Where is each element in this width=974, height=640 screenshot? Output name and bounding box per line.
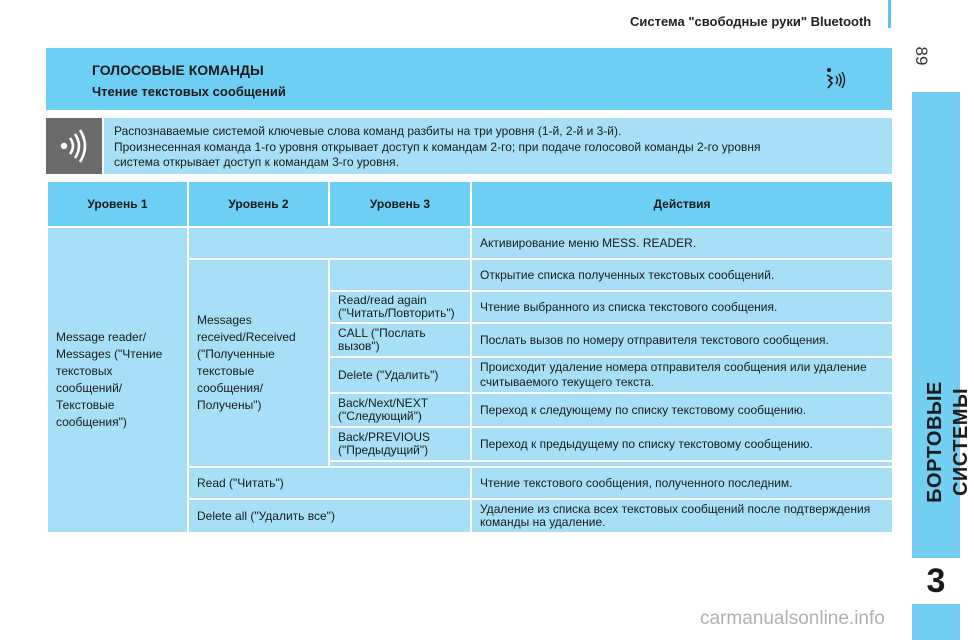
table-row [47, 227, 893, 259]
level3-cell: Back/Next/NEXT ("Следующий") [329, 393, 471, 427]
sound-waves-icon [46, 118, 102, 174]
intro-line: система открывает доступ к командам 3-го уровня. [114, 155, 399, 169]
action-cell: Открытие списка полученных текстовых сообщений. [471, 259, 893, 291]
action-cell: Чтение текстового сообщения, полученного последним. [471, 467, 893, 499]
level3-cell: Delete ("Удалить") [329, 357, 471, 393]
side-tab-label: БОРТОВЫЕ СИСТЕМЫ [924, 381, 972, 503]
action-cell: Переход к предыдущему по списку текстовому сообщению. [471, 427, 893, 461]
level3-cell [329, 259, 471, 291]
intro-text [104, 118, 892, 174]
table-header-row [47, 181, 893, 227]
level3-cell: CALL ("Послать вызов") [329, 323, 471, 357]
watermark: carmanualsonline.info [700, 608, 885, 629]
level2-cell: Delete all ("Удалить все") [188, 499, 471, 533]
action-cell: Чтение выбранного из списка текстового сообщения. [471, 291, 893, 323]
level1-cell: Message reader/ Messages ("Чтение текстовых сообщений/ Текстовые сообщения") [47, 227, 188, 533]
section-header [46, 48, 892, 110]
section-title: ГОЛОСОВЫЕ КОМАНДЫ [92, 62, 264, 78]
action-cell: Послать вызов по номеру отправителя текстового сообщения. [471, 323, 893, 357]
page-number: 89 [912, 46, 931, 66]
column-header: Уровень 2 [188, 181, 329, 227]
chapter-number: 3 [912, 558, 960, 604]
action-cell: Активирование меню MESS. READER. [471, 227, 893, 259]
running-title: Система "свободные руки" Bluetooth [630, 14, 872, 29]
level2-cell: Read ("Читать") [188, 467, 471, 499]
level2-cell: Messages received/Received ("Полученные текстовые сообщения/ Получены") [188, 259, 329, 467]
column-header: Действия [471, 181, 893, 227]
section-subtitle: Чтение текстовых сообщений [92, 84, 286, 99]
intro-line: Распознаваемые системой ключевые слова команд разбиты на три уровня (1-й, 2-й и 3-й). [114, 124, 622, 138]
empty-cell [188, 227, 471, 259]
header-divider [888, 0, 891, 28]
intro-icon-box [46, 118, 102, 174]
level3-cell: Back/PREVIOUS ("Предыдущий") [329, 427, 471, 461]
action-cell: Происходит удаление номера отправителя сообщения или удаление считываемого текущего текста. [471, 357, 893, 393]
column-header: Уровень 1 [47, 181, 188, 227]
voice-commands-table [46, 180, 894, 534]
intro-line: Произнесенная команда 1-го уровня открывает доступ к командам 2-го; при подаче голосовой команды 2-го уровня [114, 139, 761, 154]
voice-command-icon [820, 64, 850, 94]
action-cell: Удаление из списка всех текстовых сообщений после подтверждения команды на удаление. [471, 499, 893, 533]
action-cell: Переход к следующему по списку текстовому сообщению. [471, 393, 893, 427]
column-header: Уровень 3 [329, 181, 471, 227]
level3-cell: Read/read again ("Читать/Повторить") [329, 291, 471, 323]
